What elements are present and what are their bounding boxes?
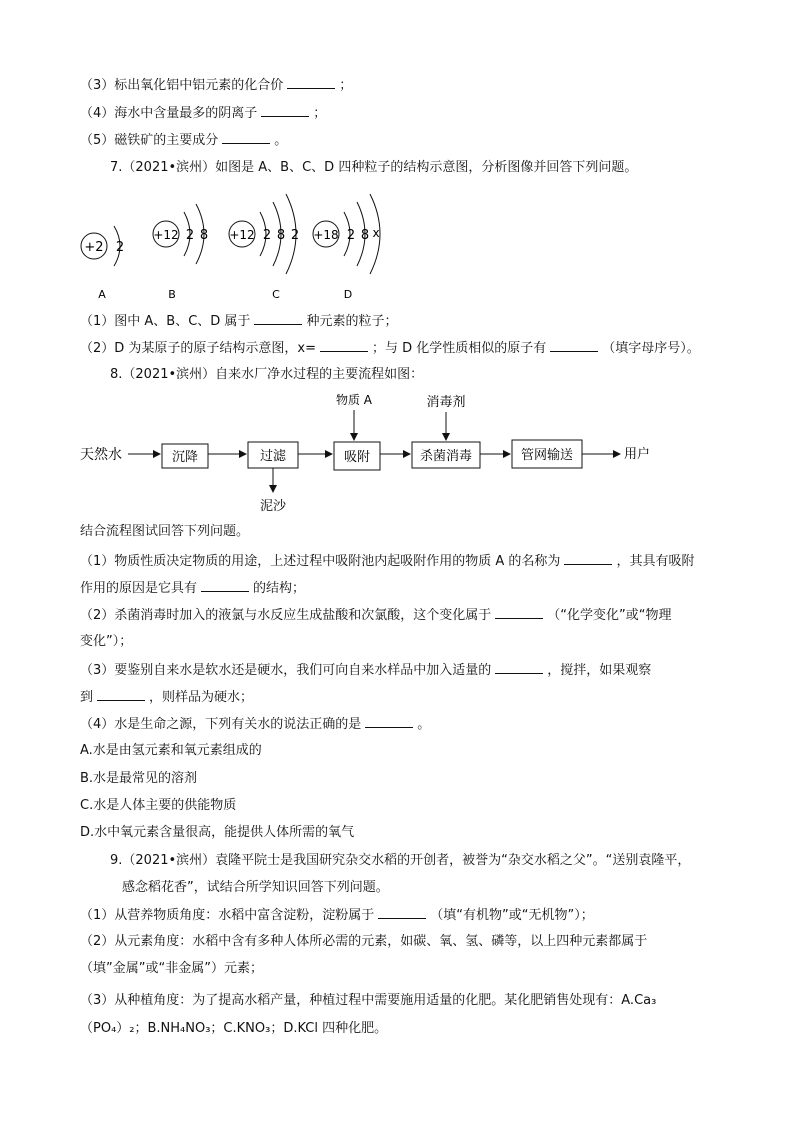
- atom-b-nucleus: +12: [153, 228, 179, 242]
- atom-c-shell-2: 8: [276, 228, 286, 243]
- atom-c: [229, 194, 299, 301]
- q8-part1-line2: 作用的原因是它具有 的结构；: [80, 581, 306, 596]
- atom-a-shell-1: 2: [115, 240, 125, 255]
- svg-text:过滤: 过滤: [259, 449, 287, 464]
- q8-part2-line2: 变化”）；: [80, 634, 133, 649]
- q9-stem-line1: 9.（2021•滨州）袁隆平院士是我国研究杂交水稻的开创者，被誉为“杂交水稻之父”。“送别袁隆平，: [110, 853, 691, 868]
- atom-b-shell-1: 2: [185, 228, 195, 243]
- answer-blank[interactable]: [564, 552, 612, 565]
- q9-part2-line2: （填”金属”或“非金属”）元素；: [80, 961, 263, 976]
- atom-a-label: A: [98, 288, 106, 301]
- q6-part3: （3）标出氧化铝中铝元素的化合价 ；: [80, 78, 353, 93]
- q8-part3-line2: 到 ，则样品为硬水；: [80, 690, 254, 705]
- q7-stem: 7.（2021•滨州）如图是 A、B、C、D 四种粒子的结构示意图，分析图像并回答下列问题。: [110, 160, 638, 175]
- atom-c-shell-3: 2: [290, 228, 300, 243]
- q8-option-a: A.水是由氢元素和氧元素组成的: [80, 743, 262, 758]
- answer-blank[interactable]: [365, 715, 413, 728]
- q7-part2: （2）D 为某原子的原子结构示意图，x= ；与 D 化学性质相似的原子有 （填字母序号）。: [80, 341, 700, 356]
- atom-a-nucleus: +2: [84, 240, 104, 255]
- q7-part1: （1）图中 A、B、C、D 属于 种元素的粒子；: [80, 314, 398, 329]
- q8-part2-line1: （2）杀菌消毒时加入的液氯与水反应生成盐酸和次氯酸，这个变化属于 （“化学变化”或“物理: [80, 608, 672, 623]
- atom-d-shell-2: 8: [360, 228, 370, 243]
- answer-blank[interactable]: [201, 579, 249, 592]
- atom-structure-diagram: [70, 190, 410, 305]
- answer-blank[interactable]: [320, 339, 368, 352]
- water-purification-flowchart: [70, 388, 710, 518]
- q9-part2-line1: （2）从元素角度：水稻中含有多种人体所必需的元素，如碳、氧、氢、磷等，以上四种元素都属于: [80, 934, 648, 949]
- svg-text:吸附: 吸附: [343, 450, 371, 465]
- answer-blank[interactable]: [495, 661, 543, 674]
- svg-text:沉降: 沉降: [171, 450, 199, 465]
- svg-text:杀菌消毒: 杀菌消毒: [419, 449, 473, 464]
- atom-b-label: B: [168, 288, 176, 301]
- flow-input-substance-a: 物质 A: [335, 393, 373, 407]
- answer-blank[interactable]: [495, 606, 543, 619]
- atom-d-shell-x: x: [372, 226, 380, 240]
- q9-part3-line1: （3）从种植角度：为了提高水稻产量，种植过程中需要施用适量的化肥。某化肥销售处现有：A.Ca₃: [80, 993, 657, 1008]
- atom-c-label: C: [272, 288, 280, 301]
- q8-option-d: D.水中氧元素含量很高，能提供人体所需的氧气: [80, 825, 355, 840]
- answer-blank[interactable]: [261, 104, 309, 117]
- q8-option-b: B.水是最常见的溶剂: [80, 771, 198, 786]
- answer-blank[interactable]: [378, 906, 426, 919]
- atom-c-shell-1: 2: [262, 228, 272, 243]
- answer-blank[interactable]: [287, 76, 335, 89]
- answer-blank[interactable]: [550, 339, 598, 352]
- flow-end-users: 用户: [624, 447, 651, 462]
- atom-b-shell-2: 8: [199, 228, 209, 243]
- atom-a: [81, 226, 124, 301]
- q8-part4: （4）水是生命之源，下列有关水的说法正确的是 。: [80, 717, 431, 732]
- answer-blank[interactable]: [254, 312, 302, 325]
- q8-stem: 8.（2021•滨州）自来水厂净水过程的主要流程如图：: [110, 367, 424, 382]
- q9-part1: （1）从营养物质角度：水稻中富含淀粉，淀粉属于 （填“有机物”或“无机物”）；: [80, 908, 594, 923]
- flow-output-sediment: 泥沙: [259, 499, 287, 514]
- atom-d-shell-1: 2: [346, 228, 356, 243]
- flow-start-natural-water: 天然水: [80, 447, 122, 463]
- atom-d-nucleus: +18: [313, 228, 339, 242]
- svg-text:管网输送: 管网输送: [520, 448, 574, 463]
- atom-d-label: D: [343, 288, 353, 301]
- atom-b: [153, 204, 208, 301]
- q9-stem-line2: 感念稻花香”，试结合所学知识回答下列问题。: [122, 880, 389, 895]
- q8-part3-line1: （3）要鉴别自来水是软水还是硬水，我们可向自来水样品中加入适量的 ，搅拌，如果观察: [80, 663, 652, 678]
- answer-blank[interactable]: [97, 688, 145, 701]
- answer-blank[interactable]: [222, 131, 270, 144]
- q9-part3-line2: （PO₄）₂；B.NH₄NO₃；C.KNO₃；D.KCl 四种化肥。: [80, 1021, 388, 1036]
- flow-input-disinfectant: 消毒剂: [426, 395, 466, 410]
- atom-c-nucleus: +12: [229, 228, 255, 242]
- q8-option-c: C.水是人体主要的供能物质: [80, 798, 237, 813]
- q8-part1-line1: （1）物质性质决定物质的用途，上述过程中吸附池内起吸附作用的物质 A 的名称为 ，其具有吸附: [80, 554, 695, 569]
- q6-part4: （4）海水中含量最多的阴离子 ；: [80, 106, 327, 121]
- atom-d: [313, 194, 380, 301]
- q8-intro: 结合流程图试回答下列问题。: [80, 524, 250, 539]
- q6-part5: （5）磁铁矿的主要成分 。: [80, 133, 288, 148]
